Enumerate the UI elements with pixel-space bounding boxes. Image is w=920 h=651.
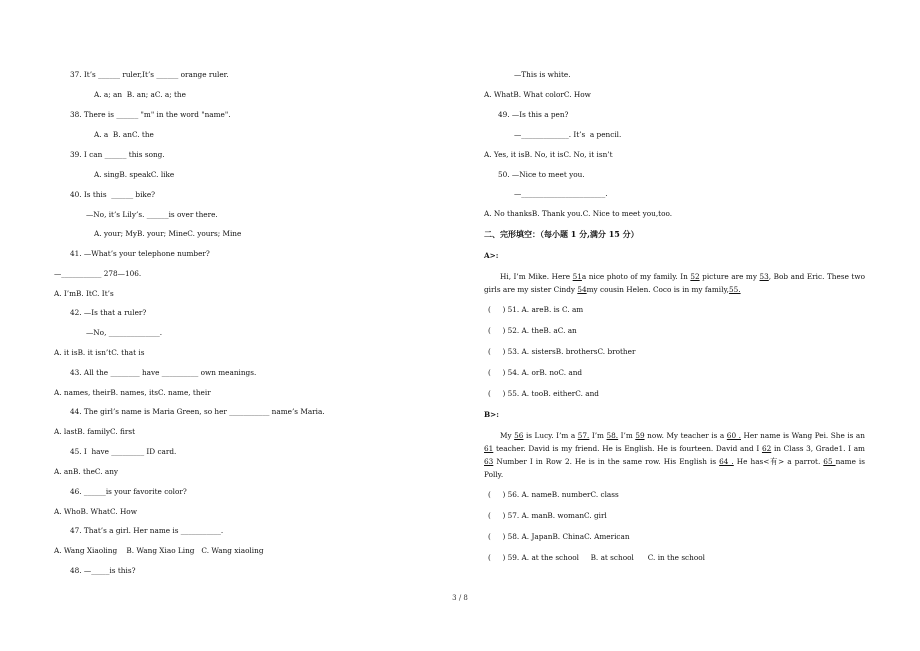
page-number: 3 / 8: [452, 594, 468, 602]
blank-number: 61: [484, 444, 494, 453]
question-line: 43. All the ________ have __________ own meanings.: [70, 368, 257, 377]
blank-number: 52: [690, 272, 700, 281]
passage-text: Her name is Wang Pei. She is an: [740, 431, 865, 440]
passage-text: name is Polly.: [484, 457, 865, 479]
passage-text: , Bob and Eric. These two girls are my sister Cindy: [484, 272, 865, 294]
passage-text: picture are my: [699, 272, 760, 281]
question-line: —_______________________.: [514, 189, 608, 198]
passage-text: is Lucy. I’m a: [523, 431, 578, 440]
passage-text: He has<有> a parrot.: [733, 457, 824, 466]
question-line: A. No thanksB. Thank you.C. Nice to meet you,too.: [484, 209, 673, 218]
section-title: 二、完形填空：（每小题 1 分,满分 15 分）: [484, 229, 639, 239]
passage-text: I’m: [589, 431, 607, 440]
part-a-label: A>:: [484, 251, 499, 260]
passage-text: teacher. David is my friend. He is English. He is fourteen. David and I: [493, 444, 762, 453]
passage-text: a nice photo of my family. In: [581, 272, 691, 281]
blank-number: 59: [635, 431, 645, 440]
passage-text: Hi, I’m Mike. Here: [500, 272, 573, 281]
question-line: A. a; an B. an; aC. a; the: [94, 90, 186, 99]
question-line: —No, ______________.: [86, 328, 163, 337]
option-line: ( ) 55. A. tooB. eitherC. and: [488, 389, 599, 398]
question-line: —_____________. It’s a pencil.: [514, 130, 622, 139]
passage-text: I’m: [618, 431, 636, 440]
option-line: ( ) 59. A. at the school B. at school C. in the school: [488, 553, 705, 562]
option-line: ( ) 51. A. areB. is C. am: [488, 305, 584, 314]
question-line: A. I’mB. ItC. It’s: [54, 289, 114, 298]
question-line: 40. Is this ______ bike?: [70, 190, 156, 199]
passage-text: my cousin Helen. Coco is in my family,: [586, 285, 729, 294]
question-line: A. lastB. familyC. first: [54, 427, 136, 436]
blank-number: 58.: [606, 431, 619, 440]
question-line: A. WhoB. WhatC. How: [54, 507, 137, 516]
question-line: 47. That’s a girl. Her name is ___________.: [70, 526, 224, 535]
question-line: A. your; MyB. your; MineC. yours; Mine: [94, 229, 242, 238]
question-line: A. WhatB. What colorC. How: [484, 90, 591, 99]
question-line: —___________ 278—106.: [54, 269, 142, 278]
question-line: A. a B. anC. the: [94, 130, 154, 139]
blank-number: 55.: [728, 285, 741, 294]
question-line: A. singB. speakC. like: [94, 170, 175, 179]
question-line: —No, it’s Lily’s. ______is over there.: [86, 210, 218, 219]
passage-text: now. My teacher is a: [644, 431, 727, 440]
question-line: A. it isB. it isn’tC. that is: [54, 348, 145, 357]
passage-b: [484, 429, 865, 481]
blank-number: 56: [514, 431, 524, 440]
option-line: ( ) 53. A. sistersB. brothersC. brother: [488, 347, 636, 356]
passage-text: Number I in Row 2. He is in the same row. His English is: [493, 457, 720, 466]
question-line: 41. —What’s your telephone number?: [70, 249, 210, 258]
question-line: 42. —Is that a ruler?: [70, 308, 147, 317]
question-line: A. Wang Xiaoling B. Wang Xiao Ling C. Wang xiaoling: [54, 546, 264, 555]
question-line: —This is white.: [514, 70, 571, 79]
blank-number: 54: [577, 285, 587, 294]
question-line: 44. The girl’s name is Maria Green, so her ___________ name’s Maria.: [70, 407, 325, 416]
option-line: ( ) 54. A. orB. noC. and: [488, 368, 583, 377]
question-line: 39. I can ______ this song.: [70, 150, 165, 159]
question-line: 37. It’s ______ ruler,It’s ______ orange ruler.: [70, 70, 229, 79]
blank-number: 53: [759, 272, 769, 281]
passage-a: [484, 270, 865, 296]
part-b-label: B>:: [484, 410, 499, 419]
blank-number: 65: [823, 457, 836, 466]
passage-text: in Class 3, Grade1. I am: [771, 444, 865, 453]
blank-number: 64 .: [719, 457, 734, 466]
option-line: ( ) 56. A. nameB. numberC. class: [488, 490, 619, 499]
blank-number: 62: [761, 444, 772, 453]
blank-number: 51: [572, 272, 582, 281]
question-line: A. Yes, it isB. No, it isC. No, it isn’t: [484, 150, 613, 159]
question-line: A. anB. theC. any: [54, 467, 119, 476]
question-line: 48. —_____is this?: [70, 566, 136, 575]
option-line: ( ) 58. A. JapanB. ChinaC. American: [488, 532, 630, 541]
question-line: A. names, theirB. names, itsC. name, their: [54, 388, 211, 397]
question-line: 49. —Is this a pen?: [498, 110, 569, 119]
blank-number: 57.: [577, 431, 590, 440]
option-line: ( ) 57. A. manB. womanC. girl: [488, 511, 607, 520]
question-line: 46. ______is your favorite color?: [70, 487, 187, 496]
passage-text: My: [500, 431, 515, 440]
blank-number: 60 .: [726, 431, 741, 440]
question-line: 45. I have _________ ID card.: [70, 447, 177, 456]
option-line: ( ) 52. A. theB. aC. an: [488, 326, 577, 335]
question-line: 38. There is ______ "m" in the word "name".: [70, 110, 231, 119]
blank-number: 63: [484, 457, 494, 466]
question-line: 50. —Nice to meet you.: [498, 170, 585, 179]
